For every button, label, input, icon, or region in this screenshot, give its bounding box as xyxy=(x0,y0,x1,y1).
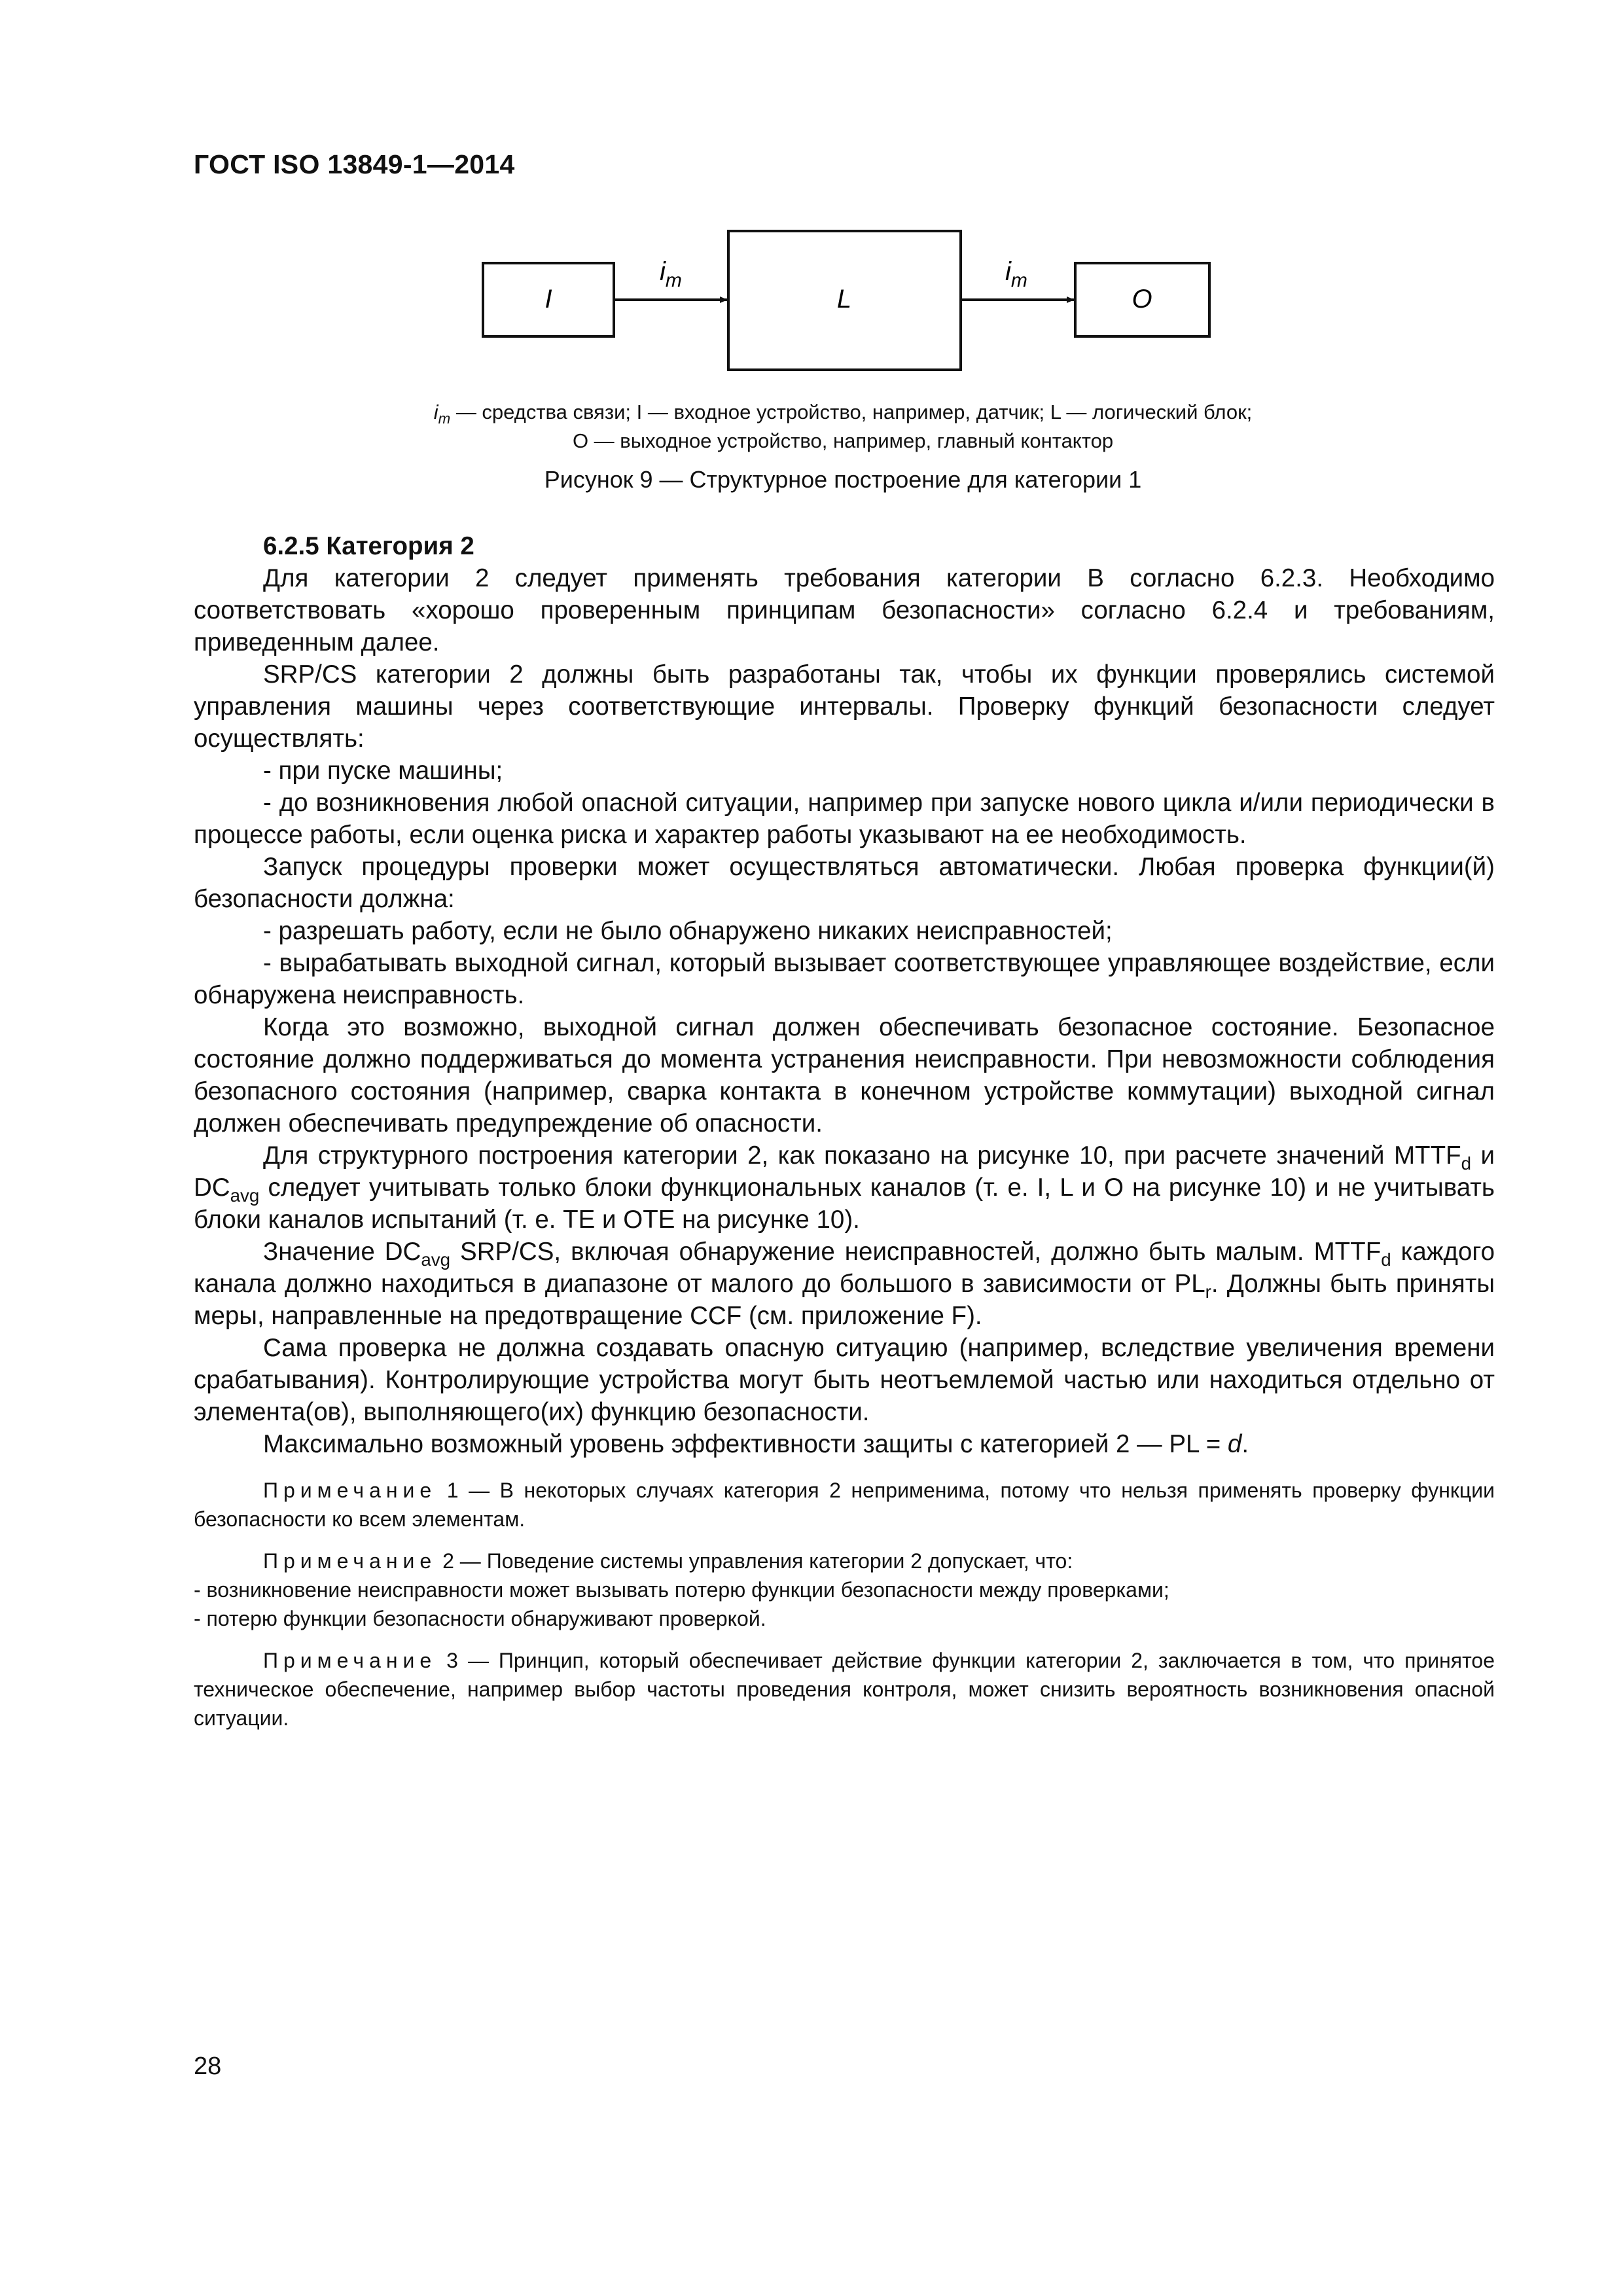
paragraph: SRP/CS категории 2 должны быть разработаны так, чтобы их функции проверялись системой управления машины через соответствующие интервалы. Проверку функций безопасности следует осуществлять: xyxy=(194,660,1495,753)
paragraph: Когда это возможно, выходной сигнал должен обеспечивать безопасное состояние. Безопасное состояние должно поддерживаться до момента устранения неисправности. При невозможности соблюдения безопасного состояния (например, сварка контакта в конечном устройстве коммутации) выходной сигнал должен обеспечивать предупреждение об опасности. xyxy=(194,1013,1495,1138)
paragraph: Для структурного построения категории 2, как показано на рисунке 10, при расчете значений $MTTF_d$ и $DC_{avg}$ следует учитывать только блоки функциональных каналов (т. е. I, L и O на рисунке 10) и не учитывать блоки каналов испытаний (т. е. TE и OTE на рисунке 10). xyxy=(194,1141,1495,1234)
paragraph: Для категории 2 следует применять требования категории B согласно 6.2.3. Необходимо соответствовать «хорошо проверенным принципам безопасности» согласно 6.2.4 и требованиям, приведенным далее. xyxy=(194,564,1495,656)
document-code-header: ГОСТ ISO 13849-1—2014 xyxy=(194,149,515,179)
note-line xyxy=(194,1547,1495,1575)
legend-symbol-sub: m xyxy=(438,410,451,427)
link-label-2: $i_m$ xyxy=(1005,257,1027,291)
section-heading: 6.2.5 Категория 2 xyxy=(263,532,474,560)
link-label-1: $i_m$ xyxy=(660,257,682,291)
section-body xyxy=(194,530,1495,1746)
paragraph: Максимально возможный уровень эффективности защиты с категорией 2 — PL = d. xyxy=(263,1430,1249,1458)
note-list-item: - потерю функции безопасности обнаруживают проверкой. xyxy=(194,1607,766,1630)
paragraph: Запуск процедуры проверки может осуществляться автоматически. Любая проверка функции(й) безопасности должна: xyxy=(194,853,1495,913)
note-list-item: - возникновение неисправности может вызывать потерю функции безопасности между проверками; xyxy=(194,1578,1169,1602)
paragraph: Сама проверка не должна создавать опасную ситуацию (например, вследствие увеличения времени срабатывания). Контролирующие устройства могут быть неотъемлемой частью или находиться отдельно от элемента(ов), выполняющего(их) функцию безопасности. xyxy=(194,1334,1495,1426)
note xyxy=(194,1547,1495,1633)
paragraph: Значение $DC_{avg}$ SRP/CS, включая обнаружение неисправностей, должно быть малым. $MTTF_d$ каждого канала должно находиться в диапазоне от малого до большого в зависимости от $PL_r$. Должны быть приняты меры, направленные на предотвращение CCF (см. приложение F). xyxy=(194,1238,1495,1330)
logic-block-label: L xyxy=(836,285,852,314)
block-diagram xyxy=(0,0,1623,406)
figure-legend xyxy=(194,398,1492,456)
list-item: - при пуске машины; xyxy=(263,757,503,785)
list-item: - до возникновения любой опасной ситуации, например при запуске нового цикла и/или периодически в процессе работы, если оценка риска и характер работы указывают на ее необходимость. xyxy=(194,789,1495,849)
note xyxy=(194,1646,1495,1732)
page-number: 28 xyxy=(194,2053,222,2080)
list-item: - разрешать работу, если не было обнаружено никаких неисправностей; xyxy=(263,917,1113,945)
notes-block xyxy=(194,1476,1495,1732)
figure-title: Рисунок 9 — Структурное построение для категории 1 xyxy=(544,466,1142,493)
note-text: 3 — Принцип, который обеспечивает действие функции категории 2, заключается в том, что принятое техническое обеспечение, например выбор частоты проведения контроля, может снизить вероятность возникновения опасной ситуации. xyxy=(194,1649,1495,1730)
note-text: 1 — В некоторых случаях категория 2 неприменима, потому что нельзя применять проверку функции безопасности ко всем элементам. xyxy=(194,1479,1495,1531)
figure-legend-line-1 xyxy=(194,398,1492,427)
input-device-label: I xyxy=(544,285,552,314)
output-device-label: O xyxy=(1132,285,1152,314)
note-label: Примечание xyxy=(263,1479,437,1502)
legend-text: — средства связи; I — входное устройство, например, датчик; L — логический блок; xyxy=(450,401,1253,423)
figure-legend-line-2: O — выходное устройство, например, главный контактор xyxy=(572,429,1114,452)
note-text: 2 — Поведение системы управления категории 2 допускает, что: xyxy=(437,1549,1073,1573)
note-label: Примечание xyxy=(263,1549,437,1573)
list-item: - вырабатывать выходной сигнал, который вызывает соответствующее управляющее воздействие, если обнаружена неисправность. xyxy=(194,949,1495,1009)
legend-symbol: i xyxy=(433,401,438,423)
note xyxy=(194,1476,1495,1534)
note-label: Примечание xyxy=(263,1649,437,1672)
